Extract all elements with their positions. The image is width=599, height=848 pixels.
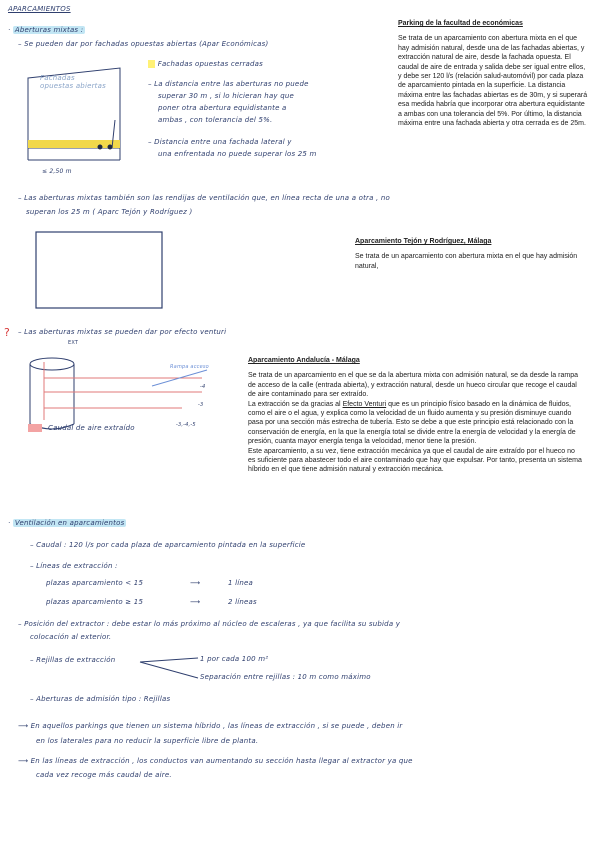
rejillas-brace [140,654,200,684]
row2-arrow: ⟶ [190,598,201,606]
box3 [248,356,583,475]
box3-p2: La extracción se da gracias al Efecto Venturi que es un principio físico basado en la dinámica de fluidos, como el aire o el agua, y explica como la velocidad de un fluido aumenta y su presión disminuye cuando pasa por una sección más estrecha de tubería. Esto se debe a que este principio está relacionado con la conservación de energía, en la que la energía total se divide entre la energía de velocidad y la energía de presión, cuanta mayor energía tenga la velocidad, menor tiene la presión. [248,400,576,446]
box3-p1: Se trata de un aparcamiento en el que se da la abertura mixta con admisión natural, se da desde la rampa de acceso de la calle (entrada abierta), y extracción natural, desde un hueco circular que recoge el caudal de aire contaminado para ser extraído. [248,372,578,399]
ramp-label: Rampa acceso [170,364,209,370]
note2a: ⟶ En las líneas de extracción , los conductos van aumentando su sección hasta llegar al extractor ya que [18,757,413,765]
row1-arrow: ⟶ [190,579,201,587]
rejillas-a: 1 por cada 100 m² [200,655,269,663]
rejillas-b: Separación entre rejillas : 10 m como máximo [200,673,371,681]
caudal-line: – Caudal : 120 l/s por cada plaza de aparcamiento pintada en la superficie [30,541,306,549]
posicion-line2: colocación al exterior. [30,633,112,641]
lineas-line: – Líneas de extracción : [30,562,118,570]
box3-p3: Este aparcamiento, a su vez, tiene extracción mecánica ya que el caudal de aire extraído por el hueco no es suficiente para abastecer todo el aire contaminado que hay que expulsar. Por tanto, presenta un sistema híbrido en el que tiene admisión natural y extracción mecánica. [248,447,582,474]
box2 [355,237,580,271]
row2-right: 2 líneas [228,598,257,606]
row2-left: plazas aparcamiento ≥ 15 [46,598,144,606]
box1-title: Parking de la facultad de económicas [398,20,523,27]
ext-label: EXT [68,340,79,346]
note1b: en los laterales para no reducir la superficie libre de planta. [36,737,259,745]
pressure-label-1: -4 [200,384,206,390]
closed-facades-note: Fachadas opuestas cerradas [148,60,263,68]
distance-label: ≤ 2,50 m [42,168,72,175]
note1-line2: poner otra abertura equidistante a [158,104,287,112]
note2-line0: – Distancia entre una fachada lateral y [148,138,292,146]
section2-line2: superan los 25 m ( Aparc Tejón y Rodríguez ) [26,208,193,216]
note2-line1: una enfrentada no puede superar los 25 m [158,150,317,158]
box2-title: Aparcamiento Tejón y Rodríguez, Málaga [355,238,492,245]
box3-title: Aparcamiento Andalucía - Málaga [248,357,360,364]
venturi-link: Efecto Venturi [342,400,387,408]
section1-heading: · Aberturas mixtas : [8,26,84,34]
section3-line1: – Las aberturas mixtas se pueden dar por efecto venturi [18,328,227,336]
section4-heading: · Ventilación en aparcamientos [8,519,125,527]
note1-line0: – La distancia entre las aberturas no puede [148,80,309,88]
aberturas-line: – Aberturas de admisión tipo : Rejillas [30,695,171,703]
plan-rectangle [36,232,166,312]
note2b: cada vez recoge más caudal de aire. [36,771,172,779]
box2-body: Se trata de un aparcamiento con abertura mixta en el que hay admisión natural, [355,253,578,270]
pressure-label-2: -3 [198,402,204,408]
facade-label: Fachadas opuestas abiertas [40,74,106,90]
posicion-line1: – Posición del extractor : debe estar lo más próximo al núcleo de escaleras , ya que facilita su subida y [18,620,401,628]
note1-line1: superar 30 m , si lo hicieran hay que [158,92,294,100]
box1 [398,19,588,128]
page-title: APARCAMIENTOS [8,5,71,13]
question-mark: ? [4,326,11,339]
pressure-label-3: -3,-4,-5 [176,422,196,428]
caudal-label: Caudal de aire extraído [48,424,135,432]
note1-line3: ambas , con tolerancia del 5%. [158,116,273,124]
section2-line1: – Las aberturas mixtas también son las rendijas de ventilación que, en línea recta de una a otra , no [18,194,391,202]
note1a: ⟶ En aquellos parkings que tienen un sistema híbrido , las líneas de extracción , si se puede , deben ir [18,722,403,730]
rejillas-line: – Rejillas de extracción [30,656,116,664]
row1-left: plazas aparcamiento < 15 [46,579,144,587]
row1-right: 1 línea [228,579,254,587]
box1-body: Se trata de un aparcamiento con abertura mixta en el que hay admisión natural, desde una de las fachadas abiertas, y extracción natural de aire, desde la fachada opuesta. El caudal de aire de entrada y salida debe ser igual entre ellos, y debe ser 120 l/s (relación salud-automóvil) por cada plaza de aparcamiento pintada en la superficie. La distancia máxima entre las fachadas abiertas es de 30m, y si superará esa medida habría que incorporar otra abertura equidistante a ambas con una tolerancia del 5%. Por último, la distancia máxima entre una fachada abierta y otra cerrada es de 25m. [398,35,588,128]
section1-line1: – Se pueden dar por fachadas opuestas abiertas (Apar Económicas) [18,40,269,48]
